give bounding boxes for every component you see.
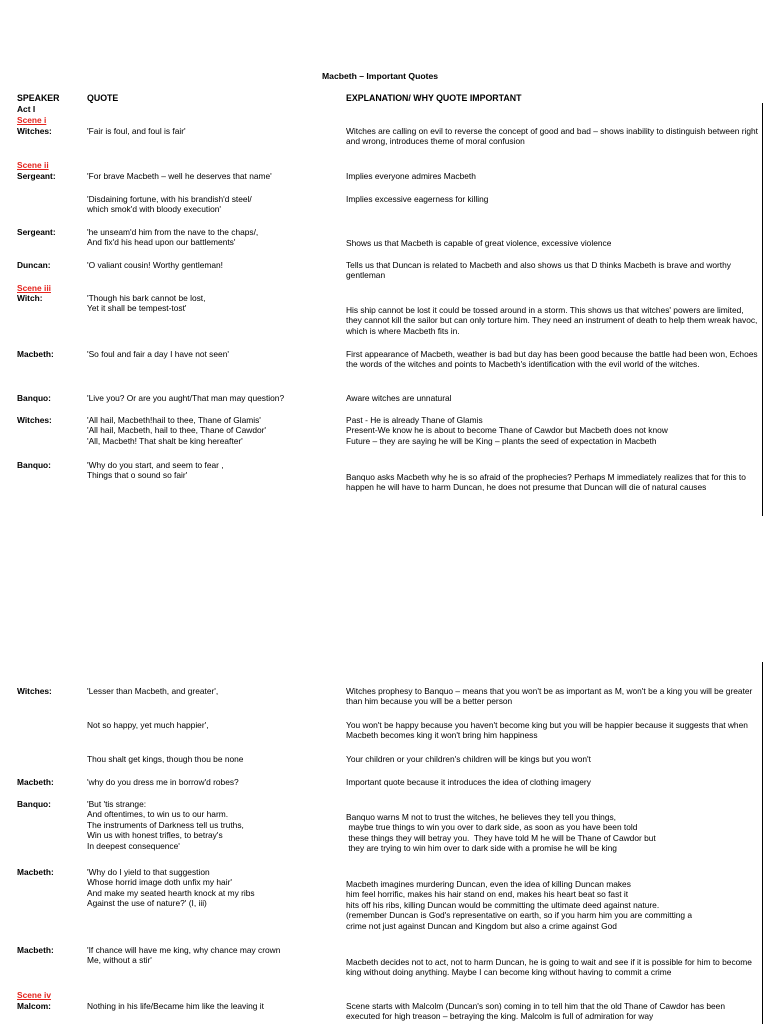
quote-column-header: QUOTE bbox=[87, 93, 119, 103]
explanation-text: Macbeth imagines murdering Duncan, even the idea of killing Duncan makes him feel horrific, makes his hair stand on end, makes his heart beat so fast it hits off his ribs, killing Duncan would be committing the ultimate deed against nature. (remember Duncan is God's representative on earth, so if you harm him you are committing a crime not just against Duncan and Kingdom but also a crime against God bbox=[346, 879, 693, 931]
scene-label: Scene iv bbox=[17, 990, 51, 1000]
explanation-text: Aware witches are unnatural bbox=[346, 393, 452, 403]
speaker-name: Malcom: bbox=[17, 1001, 51, 1011]
speaker-name: Macbeth: bbox=[17, 945, 54, 955]
explanation-text: Scene starts with Malcolm (Duncan's son) coming in to tell him that the old Thane of Cawdor has been executed for high treason – betraying the king. Malcolm is full of admiration for way bbox=[346, 1001, 725, 1022]
quote-text: Not so happy, yet much happier', bbox=[87, 720, 209, 730]
quote-text: 'Lesser than Macbeth, and greater', bbox=[87, 686, 219, 696]
quote-text: 'So foul and fair a day I have not seen' bbox=[87, 349, 229, 359]
explanation-column-header: EXPLANATION/ WHY QUOTE IMPORTANT bbox=[346, 93, 522, 103]
speaker-name: Macbeth: bbox=[17, 867, 54, 877]
scene-label: Scene iii bbox=[17, 283, 51, 293]
explanation-text: Banquo asks Macbeth why he is so afraid of the prophecies? Perhaps M immediately realizes that for this to happen he will have to harm Duncan, he does not presume that Duncan will die of natural causes bbox=[346, 472, 746, 493]
explanation-text: Past - He is already Thane of Glamis Present-We know he is about to become Thane of Cawdor but Macbeth does not know Future – they are saying he will be King – plants the seed of expectation in Macbeth bbox=[346, 415, 668, 446]
speaker-name: Macbeth: bbox=[17, 777, 54, 787]
scene-label: Scene ii bbox=[17, 160, 49, 170]
quote-text: 'Live you? Or are you aught/That man may question? bbox=[87, 393, 285, 403]
explanation-text: Shows us that Macbeth is capable of great violence, excessive violence bbox=[346, 238, 612, 248]
quote-text: 'All hail, Macbeth!hail to thee, Thane of Glamis' 'All hail, Macbeth, hail to thee, Thane of Cawdor' 'All, Macbeth! That shalt be king hereafter' bbox=[87, 415, 267, 446]
quote-text: 'For brave Macbeth – well he deserves that name' bbox=[87, 171, 272, 181]
explanation-text: Implies everyone admires Macbeth bbox=[346, 171, 476, 181]
explanation-text: You won't be happy because you haven't become king but you will be happier because it suggests that when Macbeth becomes king it won't bring him happiness bbox=[346, 720, 748, 741]
explanation-text: First appearance of Macbeth, weather is bad but day has been good because the battle had been won, Echoes the words of the witches and points to Macbeth's identification with the evil world of the witches. bbox=[346, 349, 758, 370]
speaker-name: Witch: bbox=[17, 293, 43, 303]
explanation-text: Macbeth decides not to act, not to harm Duncan, he is going to wait and see if it is possible for him to become king without doing anything. Maybe I can become king without having to commit a crime bbox=[346, 957, 752, 978]
explanation-text: Banquo warns M not to trust the witches, he believes they tell you things, maybe true things to win you over to dark side, as soon as you have been told these things they will betray you. They have told M he will be Thane of Cawdor but they are trying to win him over to dark side with a promise he will be king bbox=[346, 812, 656, 854]
explanation-text: Witches prophesy to Banquo – means that you won't be as important as M, won't be a king you will be greater than him because you will be a better person bbox=[346, 686, 753, 707]
scene-label: Scene i bbox=[17, 115, 47, 125]
quote-text: 'Disdaining fortune, with his brandish'd steel/ which smok'd with bloody execution' bbox=[87, 194, 252, 215]
explanation-text: Important quote because it introduces the idea of clothing imagery bbox=[346, 777, 591, 787]
speaker-name: Witches: bbox=[17, 415, 52, 425]
explanation-text: Tells us that Duncan is related to Macbeth and also shows us that D thinks Macbeth is brave and worthy gentleman bbox=[346, 260, 731, 281]
quote-text: 'Fair is foul, and foul is fair' bbox=[87, 126, 186, 136]
quote-text: 'Why do you start, and seem to fear , Things that o sound so fair' bbox=[87, 460, 224, 481]
act-label: Act I bbox=[17, 104, 36, 114]
quote-text: 'But 'tis strange: And oftentimes, to win us to our harm. The instruments of Darkness tell us truths, Win us with honest trifles, to betray's In deepest consequence' bbox=[87, 799, 244, 851]
speaker-name: Witches: bbox=[17, 126, 52, 136]
quote-text: 'O valiant cousin! Worthy gentleman! bbox=[87, 260, 223, 270]
explanation-text: Witches are calling on evil to reverse the concept of good and bad – shows inability to distinguish between right and wrong, introduces theme of moral confusion bbox=[346, 126, 759, 147]
speaker-name: Banquo: bbox=[17, 460, 51, 470]
quote-text: 'If chance will have me king, why chance may crown Me, without a stir' bbox=[87, 945, 281, 966]
quote-text: 'he unseam'd him from the nave to the chaps/, And fix'd his head upon our battlements' bbox=[87, 227, 259, 248]
quote-text: 'Why do I yield to that suggestion Whose horrid image doth unfix my hair' And make my seated hearth knock at my ribs Against the use of nature?' (I, iii) bbox=[87, 867, 255, 909]
speaker-name: Macbeth: bbox=[17, 349, 54, 359]
explanation-text: His ship cannot be lost it could be tossed around in a storm. This shows us that witches' powers are limited, they cannot kill the sailor but can only torture him. They need an instrument of death to help them wreak havoc, which is where Macbeth fits in. bbox=[346, 305, 758, 336]
explanation-text: Implies excessive eagerness for killing bbox=[346, 194, 489, 204]
quote-text: 'why do you dress me in borrow'd robes? bbox=[87, 777, 239, 787]
speaker-name: Sergeant: bbox=[17, 171, 56, 181]
speaker-name: Banquo: bbox=[17, 393, 51, 403]
page-edge-rule bbox=[762, 662, 763, 1024]
page-edge-rule bbox=[762, 103, 763, 516]
document-title: Macbeth – Important Quotes bbox=[322, 71, 439, 81]
speaker-name: Sergeant: bbox=[17, 227, 56, 237]
quote-text: Nothing in his life/Became him like the leaving it bbox=[87, 1001, 264, 1011]
quote-text: Thou shalt get kings, though thou be none bbox=[87, 754, 244, 764]
speaker-name: Duncan: bbox=[17, 260, 51, 270]
speaker-name: Witches: bbox=[17, 686, 52, 696]
quote-text: 'Though his bark cannot be lost, Yet it shall be tempest-tost' bbox=[87, 293, 206, 314]
speaker-name: Banquo: bbox=[17, 799, 51, 809]
explanation-text: Your children or your children's children will be kings but you won't bbox=[346, 754, 591, 764]
speaker-column-header: SPEAKER bbox=[17, 93, 60, 103]
